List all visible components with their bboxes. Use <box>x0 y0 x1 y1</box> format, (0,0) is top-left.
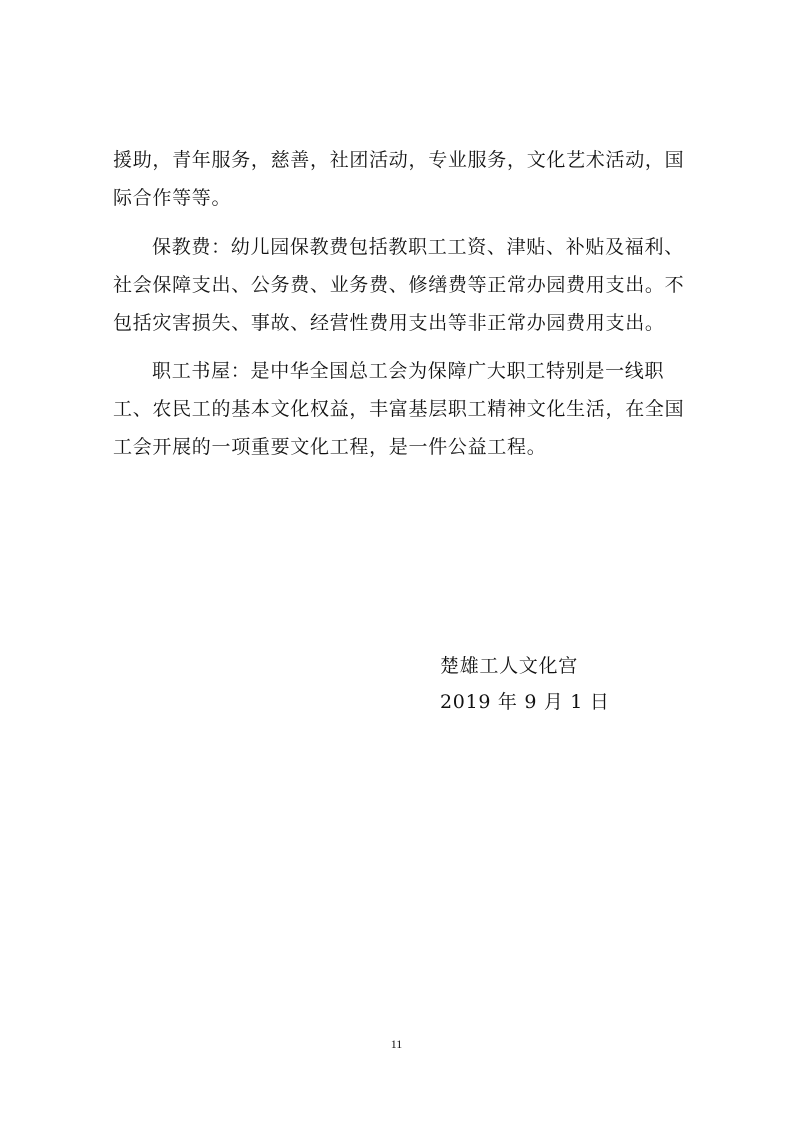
definition-paragraph-start: 保教费：幼儿园保教费包括教职工工资、津贴、补贴及福利、 <box>152 236 684 258</box>
text-line: 工、农民工的基本文化权益，丰富基层职工精神文化生活，在全国 <box>113 398 685 420</box>
text-line: 包括灾害损失、事故、经营性费用支出等非正常办园费用支出。 <box>113 312 665 334</box>
text-line: 际合作等等。 <box>113 187 232 209</box>
definition-paragraph-start: 职工书屋：是中华全国总工会为保障广大职工特别是一线职 <box>152 360 665 382</box>
signature-date: 2019 年 9 月 1 日 <box>440 691 610 713</box>
text-line: 援助，青年服务，慈善，社团活动，专业服务，文化艺术活动，国 <box>113 149 685 171</box>
signature-organization: 楚雄工人文化宫 <box>440 655 578 677</box>
text-line: 工会开展的一项重要文化工程，是一件公益工程。 <box>113 436 547 458</box>
text-line: 社会保障支出、公务费、业务费、修缮费等正常办园费用支出。不 <box>113 274 685 296</box>
page-number: 11 <box>390 1037 403 1051</box>
